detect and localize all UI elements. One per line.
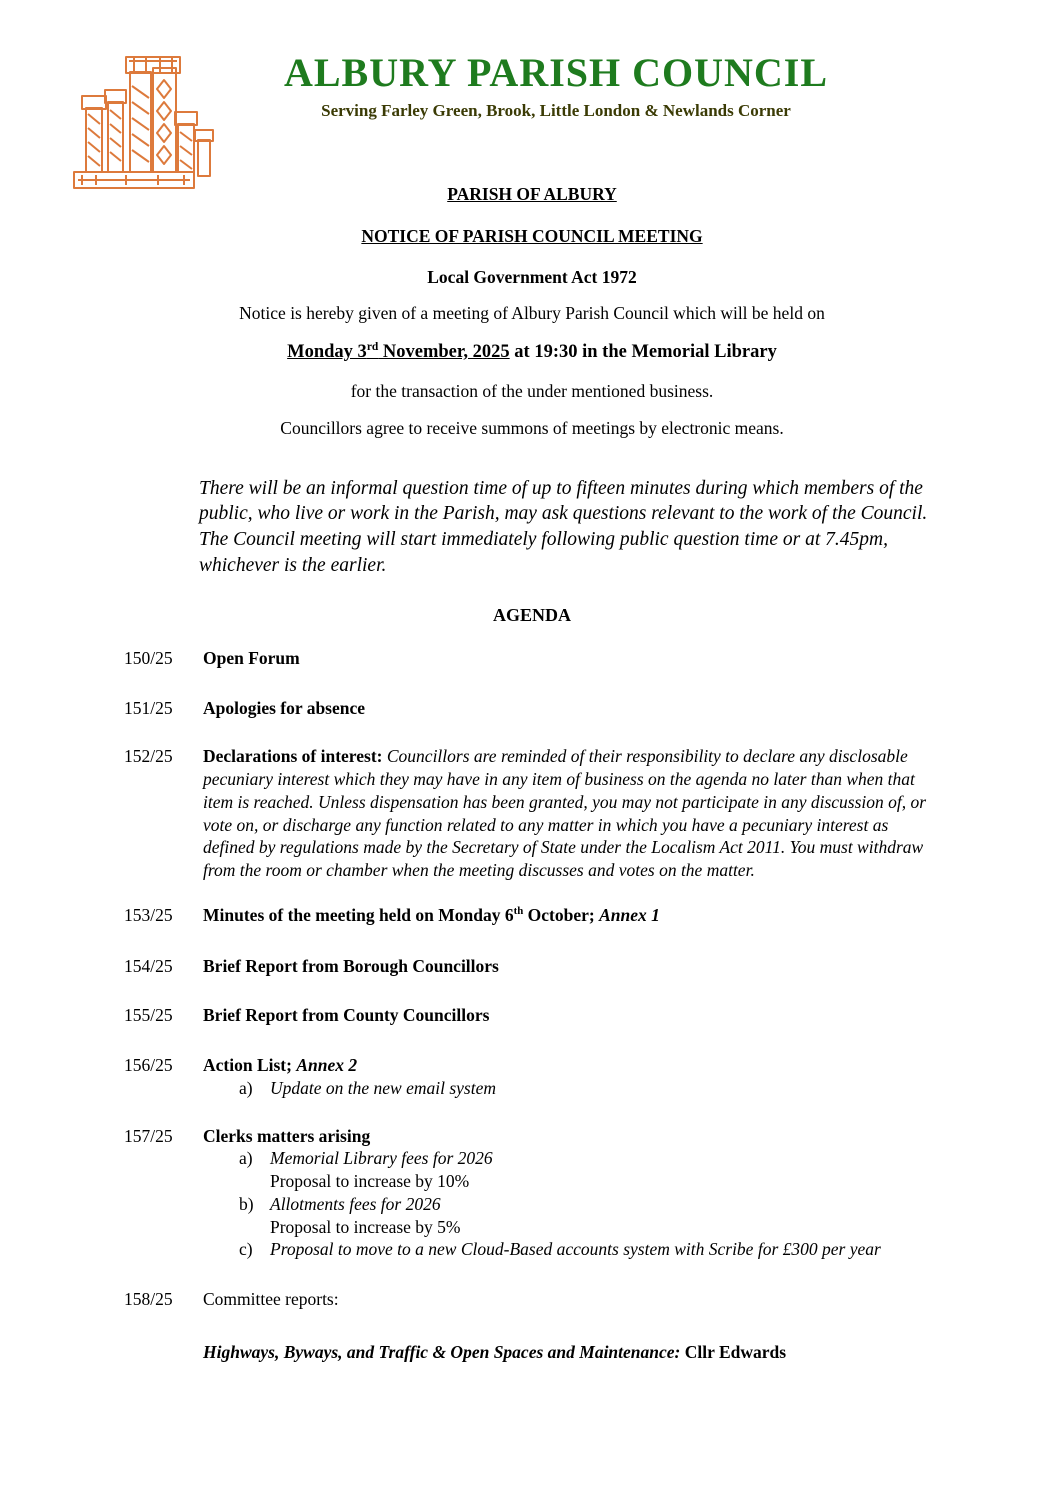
annex-reference: Annex 2	[296, 1055, 358, 1076]
agenda-item-minutes: 153/25 Minutes of the meeting held on Monday 6th October; Annex 1	[124, 904, 660, 925]
sub-item-letter: b)	[239, 1193, 254, 1214]
sub-item-text: Memorial Library fees for 2026	[270, 1148, 493, 1169]
document-header	[0, 52, 1058, 122]
agenda-list	[124, 647, 940, 1364]
sub-item-text: Proposal to move to a new Cloud-Based accounts system with Scribe for £300 per year	[270, 1239, 881, 1260]
sub-item-proposal: Proposal to increase by 5%	[270, 1216, 461, 1237]
summons-line: Councillors agree to receive summons of meetings by electronic means.	[280, 417, 784, 438]
agenda-item-number: 152/25	[124, 746, 173, 767]
agenda-item-number: 158/25	[124, 1289, 173, 1310]
agenda-item-title: Brief Report from Borough Councillors	[203, 955, 499, 976]
agenda-item-clerks-matters	[124, 1125, 940, 1262]
council-subtitle: Serving Farley Green, Brook, Little London & Newlands Corner	[321, 101, 791, 120]
heading-local-government-act: Local Government Act 1972	[427, 266, 637, 287]
agenda-item-number: 154/25	[124, 955, 173, 976]
notice-given-line: Notice is hereby given of a meeting of Albury Parish Council which will be held on	[239, 303, 825, 324]
agenda-item-title: Clerks matters arising	[203, 1125, 371, 1146]
sub-item-letter: c)	[239, 1239, 253, 1260]
agenda-sub-item	[239, 1238, 940, 1261]
agenda-heading: AGENDA	[492, 605, 571, 626]
agenda-item-county-report	[124, 1004, 940, 1027]
date-ordinal-superscript: rd	[366, 340, 379, 353]
declarations-body-text: Councillors are reminded of their responsibility to declare any disclosable pecuniary interest which they may have in any item of business on the agenda no later than when that item is reached. Unless dispensation has been granted, you may not participate in any discussion of, or vote on, or discharge any function related to any matter in which you have a pecuniary interest as defined by regulations made by the Secretary of State under the Localism Act 2011. You must withdraw from the room or chamber when the meeting discusses and votes on the matter.	[203, 746, 927, 881]
sub-item-letter: a)	[239, 1077, 253, 1098]
agenda-item-title: Apologies for absence	[203, 697, 366, 718]
agenda-item-borough-report	[124, 955, 940, 978]
meeting-venue-text: at 19:30 in the Memorial Library	[509, 342, 777, 362]
agenda-item-open-forum	[124, 647, 940, 670]
agenda-item-title: Brief Report from County Councillors	[203, 1005, 490, 1026]
agenda-sub-item	[239, 1193, 940, 1239]
agenda-item-title: Committee reports:	[203, 1289, 339, 1310]
agenda-item-number: 150/25	[124, 647, 173, 668]
committee-highways-line	[203, 1341, 940, 1364]
committee-councillor: Cllr Edwards	[680, 1341, 787, 1362]
council-title: ALBURY PARISH COUNCIL	[283, 50, 829, 95]
agenda-item-apologies	[124, 697, 940, 720]
meeting-date-underlined: Monday 3rd November, 2025	[287, 340, 510, 362]
committee-name: Highways, Byways, and Traffic & Open Spaces and Maintenance:	[203, 1341, 681, 1362]
ordinal-superscript: th	[513, 905, 524, 918]
agenda-item-action-list: 156/25 Action List; Annex 2 a) Update on the new email system	[124, 1054, 940, 1100]
sub-item-letter: a)	[239, 1148, 253, 1169]
agenda-item-number: 157/25	[124, 1125, 173, 1146]
agenda-item-committee-reports	[124, 1288, 940, 1311]
agenda-item-declarations	[124, 745, 940, 882]
question-time-paragraph: There will be an informal question time of up to fifteen minutes during which members of the public, who live or work in the Parish, may ask questions relevant to the work of the Council. The Council meeting will start immediately following public question time or at 7.45pm, whichever is the earlier.	[199, 477, 928, 576]
agenda-item-title: Open Forum	[203, 647, 300, 668]
agenda-item-number: 153/25	[124, 904, 173, 925]
document-body	[124, 183, 940, 1364]
sub-item-proposal: Proposal to increase by 10%	[270, 1171, 470, 1192]
agenda-item-title: Declarations of interest:	[203, 746, 383, 767]
heading-parish-of-albury: PARISH OF ALBURY	[447, 184, 617, 204]
agenda-item-number: 151/25	[124, 697, 173, 718]
sub-item-text: Allotments fees for 2026	[270, 1193, 441, 1214]
agenda-item-number: 156/25	[124, 1055, 173, 1076]
meeting-date-line	[124, 340, 940, 364]
sub-item-text: Update on the new email system	[270, 1077, 496, 1098]
transaction-line: for the transaction of the under mentioned business.	[350, 381, 714, 402]
agenda-item-number: 155/25	[124, 1005, 173, 1026]
agenda-sub-item	[239, 1077, 940, 1100]
agenda-sub-item	[239, 1147, 940, 1193]
heading-notice-of-meeting: NOTICE OF PARISH COUNCIL MEETING	[361, 225, 703, 246]
annex-reference: Annex 1	[599, 904, 660, 925]
